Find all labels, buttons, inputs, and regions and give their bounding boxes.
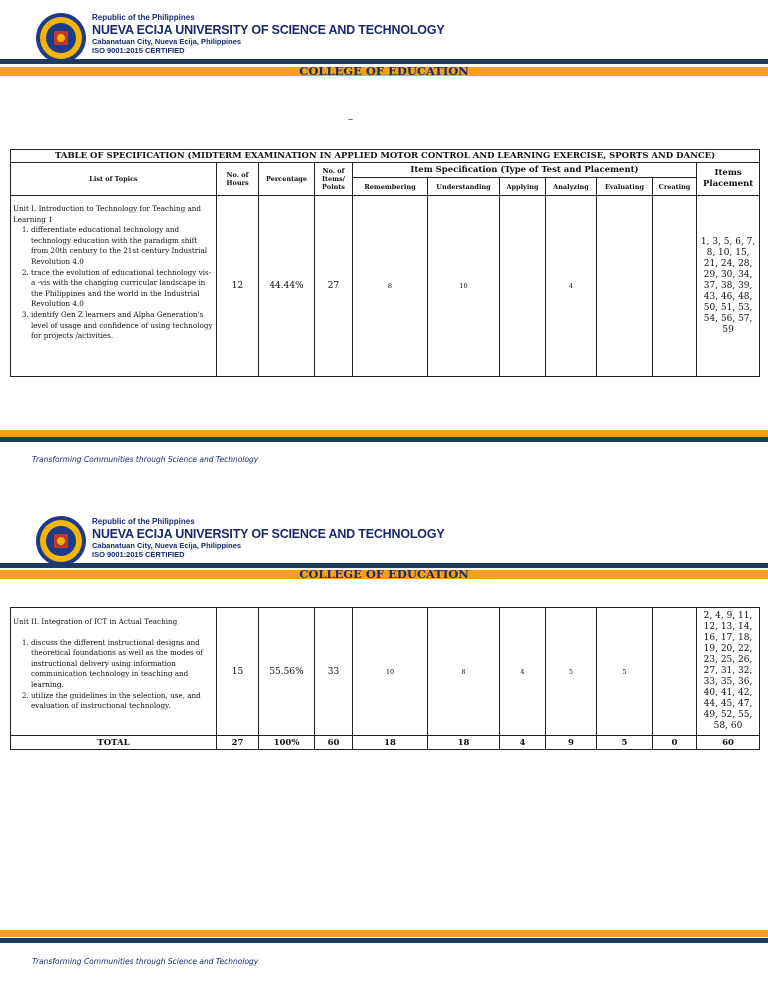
total-creating: 0 [653, 736, 697, 750]
university-location: Cabanatuan City, Nueva Ecija, Philippines [92, 37, 242, 46]
unit-1-title: Unit I. Introduction to Technology for Teaching and Learning 1 [13, 204, 202, 224]
unit-2-evaluating: 5 [597, 608, 653, 736]
university-name: NUEVA ECIJA UNIVERSITY OF SCIENCE AND TECHNOLOGY [92, 23, 445, 37]
header-analyzing: Analyzing [546, 178, 597, 196]
table-row-total [11, 736, 760, 750]
unit-1-items: 27 [315, 196, 353, 377]
total-analyzing: 9 [546, 736, 597, 750]
unit-2-hours: 15 [217, 608, 259, 736]
table-of-specification-continued [10, 607, 760, 750]
stray-dash: – [348, 114, 353, 125]
table-row-unit-1 [11, 196, 760, 377]
table-of-specification [10, 149, 760, 377]
total-evaluating: 5 [597, 736, 653, 750]
unit-2-remembering: 10 [353, 608, 428, 736]
unit-2-placement: 2, 4, 9, 11, 12, 13, 14, 16, 17, 18, 19, 20, 22, 23, 25, 26, 27, 31, 32, 33, 35, 36, 40, 41, 42, 44, 45, 47, 49, 52, 55, 58, 60 [697, 608, 760, 736]
unit-2-objective: 1. discuss the different instructional designs and theoretical foundations as well as the modes of instructional delivery using information communication technology in teaching and learning. [31, 638, 214, 691]
unit-1-objective: 1. differentiate educational technology and technology education with the paradigm shift from 20th century to the 21st century Industrial Revolution 4.0 [31, 225, 214, 267]
unit-1-placement: 1, 3, 5, 6, 7, 8, 10, 15, 21, 24, 28, 29, 30, 34, 37, 38, 39, 43, 46, 48, 50, 51, 53, 54, 56, 57, 59 [697, 196, 760, 377]
unit-2-analyzing: 5 [546, 608, 597, 736]
unit-2-understanding: 8 [428, 608, 500, 736]
header-evaluating: Evaluating [597, 178, 653, 196]
unit-1-objective: 2. trace the evolution of educational technology vis-a -vis with the changing curricular landscape in the Philippines and the world in the Industrial Revolution 4.0 [31, 268, 214, 310]
header-percentage: Percentage [259, 163, 315, 196]
total-placement: 60 [697, 736, 760, 750]
total-remembering: 18 [353, 736, 428, 750]
unit-2-topics [11, 608, 217, 736]
unit-2-creating [653, 608, 697, 736]
total-percentage: 100% [259, 736, 315, 750]
header-no-of-items: No. of Items/ Points [315, 163, 353, 196]
unit-1-objective: 3. identify Gen Z learners and Alpha Generation's level of usage and confidence of using technology for projects /activities. [31, 310, 214, 342]
university-name: NUEVA ECIJA UNIVERSITY OF SCIENCE AND TECHNOLOGY [92, 527, 445, 541]
iso-certification: ISO 9001:2015 CERTIFIED [92, 550, 185, 559]
header-list-of-topics: List of Topics [11, 163, 217, 196]
unit-1-understanding: 10 [428, 196, 500, 377]
unit-2-objective: 2. utilize the guidelines in the selection, use, and evaluation of instructional technology. [31, 691, 214, 712]
unit-1-hours: 12 [217, 196, 259, 377]
unit-1-percentage: 44.44% [259, 196, 315, 377]
unit-2-items: 33 [315, 608, 353, 736]
header-applying: Applying [500, 178, 546, 196]
header-understanding: Understanding [428, 178, 500, 196]
total-understanding: 18 [428, 736, 500, 750]
footer-orange-bar [0, 930, 768, 937]
page-2 [0, 503, 768, 1006]
page-1 [0, 0, 768, 500]
unit-1-evaluating [597, 196, 653, 377]
university-seal-icon [35, 12, 87, 64]
total-hours: 27 [217, 736, 259, 750]
footer-navy-bar [0, 437, 768, 442]
unit-1-remembering: 8 [353, 196, 428, 377]
footer-tagline: Transforming Communities through Science and Technology [32, 957, 259, 966]
unit-1-creating [653, 196, 697, 377]
university-seal-icon [35, 515, 87, 567]
total-items: 60 [315, 736, 353, 750]
unit-2-applying: 4 [500, 608, 546, 736]
unit-1-topics [11, 196, 217, 377]
footer-navy-bar [0, 938, 768, 943]
university-location: Cabanatuan City, Nueva Ecija, Philippines [92, 541, 242, 550]
republic-text: Republic of the Philippines [92, 517, 195, 526]
header-item-specification: Item Specification (Type of Test and Placement) [353, 163, 697, 178]
unit-2-title: Unit II. Integration of ICT in Actual Teaching [13, 617, 178, 626]
unit-2-objectives [13, 638, 214, 712]
footer-tagline: Transforming Communities through Science and Technology [32, 455, 259, 464]
iso-certification: ISO 9001:2015 CERTIFIED [92, 46, 185, 55]
table-row-unit-2 [11, 608, 760, 736]
header-creating: Creating [653, 178, 697, 196]
footer-orange-bar [0, 430, 768, 437]
unit-1-objectives [13, 225, 214, 342]
header-no-of-hours: No. of Hours [217, 163, 259, 196]
college-name: COLLEGE OF EDUCATION [299, 64, 469, 78]
letterhead-text [92, 13, 444, 56]
unit-1-applying [500, 196, 546, 377]
header-remembering: Remembering [353, 178, 428, 196]
header-items-placement: Items Placement [697, 163, 760, 196]
unit-1-analyzing: 4 [546, 196, 597, 377]
total-label: TOTAL [11, 736, 217, 750]
total-applying: 4 [500, 736, 546, 750]
college-name: COLLEGE OF EDUCATION [299, 567, 469, 581]
republic-text: Republic of the Philippines [92, 13, 195, 22]
letterhead-text [92, 517, 444, 560]
table-title: TABLE OF SPECIFICATION (MIDTERM EXAMINATION IN APPLIED MOTOR CONTROL AND LEARNING EXERCISE, SPORTS AND DANCE) [11, 150, 760, 163]
unit-2-percentage: 55.56% [259, 608, 315, 736]
